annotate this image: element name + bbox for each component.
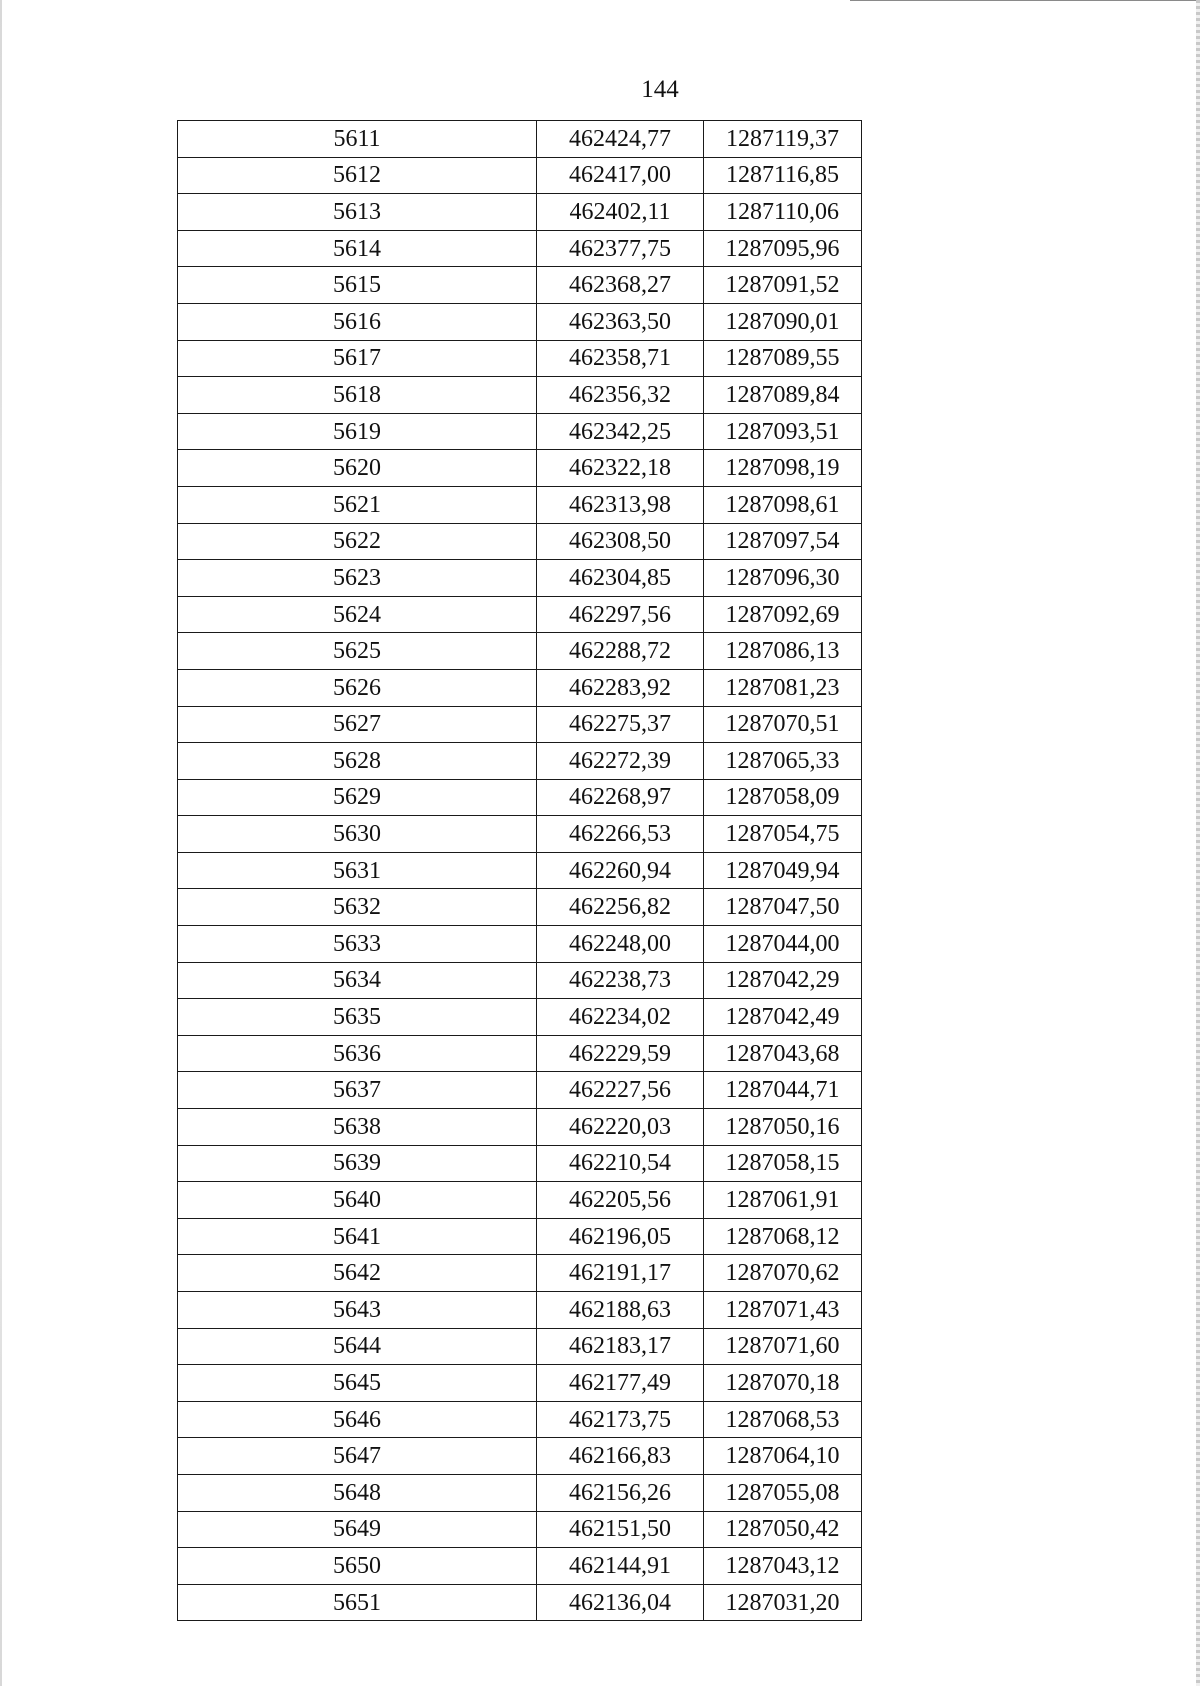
point-number-cell: 5634 xyxy=(178,962,537,999)
point-number-cell: 5649 xyxy=(178,1511,537,1548)
table-row xyxy=(178,1145,862,1182)
point-number-cell: 5642 xyxy=(178,1255,537,1292)
x-coordinate-cell: 462297,56 xyxy=(537,596,704,633)
y-coordinate-cell: 1287097,54 xyxy=(704,523,862,560)
y-coordinate-cell: 1287058,09 xyxy=(704,779,862,816)
y-coordinate-cell: 1287098,61 xyxy=(704,486,862,523)
y-coordinate-cell: 1287089,55 xyxy=(704,340,862,377)
point-number-cell: 5626 xyxy=(178,669,537,706)
coordinates-table xyxy=(177,120,862,1621)
x-coordinate-cell: 462227,56 xyxy=(537,1072,704,1109)
table-row xyxy=(178,377,862,414)
table-row xyxy=(178,1182,862,1219)
table-row xyxy=(178,1474,862,1511)
point-number-cell: 5638 xyxy=(178,1109,537,1146)
table-row xyxy=(178,779,862,816)
point-number-cell: 5622 xyxy=(178,523,537,560)
y-coordinate-cell: 1287070,62 xyxy=(704,1255,862,1292)
point-number-cell: 5613 xyxy=(178,194,537,231)
table-row xyxy=(178,560,862,597)
x-coordinate-cell: 462272,39 xyxy=(537,743,704,780)
table-row xyxy=(178,230,862,267)
table-row xyxy=(178,450,862,487)
x-coordinate-cell: 462266,53 xyxy=(537,816,704,853)
y-coordinate-cell: 1287095,96 xyxy=(704,230,862,267)
y-coordinate-cell: 1287092,69 xyxy=(704,596,862,633)
y-coordinate-cell: 1287089,84 xyxy=(704,377,862,414)
y-coordinate-cell: 1287031,20 xyxy=(704,1584,862,1621)
x-coordinate-cell: 462275,37 xyxy=(537,706,704,743)
table-row xyxy=(178,1035,862,1072)
table-row xyxy=(178,1328,862,1365)
y-coordinate-cell: 1287098,19 xyxy=(704,450,862,487)
y-coordinate-cell: 1287071,60 xyxy=(704,1328,862,1365)
y-coordinate-cell: 1287049,94 xyxy=(704,852,862,889)
point-number-cell: 5629 xyxy=(178,779,537,816)
x-coordinate-cell: 462268,97 xyxy=(537,779,704,816)
point-number-cell: 5614 xyxy=(178,230,537,267)
point-number-cell: 5636 xyxy=(178,1035,537,1072)
y-coordinate-cell: 1287042,29 xyxy=(704,962,862,999)
x-coordinate-cell: 462402,11 xyxy=(537,194,704,231)
scan-left-edge xyxy=(0,0,2,1686)
point-number-cell: 5617 xyxy=(178,340,537,377)
table-row xyxy=(178,157,862,194)
table-body xyxy=(178,121,862,1621)
y-coordinate-cell: 1287058,15 xyxy=(704,1145,862,1182)
point-number-cell: 5648 xyxy=(178,1474,537,1511)
point-number-cell: 5621 xyxy=(178,486,537,523)
point-number-cell: 5646 xyxy=(178,1401,537,1438)
x-coordinate-cell: 462156,26 xyxy=(537,1474,704,1511)
y-coordinate-cell: 1287119,37 xyxy=(704,121,862,158)
table-row xyxy=(178,486,862,523)
y-coordinate-cell: 1287055,08 xyxy=(704,1474,862,1511)
x-coordinate-cell: 462363,50 xyxy=(537,303,704,340)
point-number-cell: 5650 xyxy=(178,1548,537,1585)
y-coordinate-cell: 1287044,71 xyxy=(704,1072,862,1109)
x-coordinate-cell: 462234,02 xyxy=(537,999,704,1036)
table-row xyxy=(178,999,862,1036)
point-number-cell: 5644 xyxy=(178,1328,537,1365)
x-coordinate-cell: 462144,91 xyxy=(537,1548,704,1585)
x-coordinate-cell: 462196,05 xyxy=(537,1218,704,1255)
table-row xyxy=(178,1218,862,1255)
point-number-cell: 5643 xyxy=(178,1292,537,1329)
y-coordinate-cell: 1287061,91 xyxy=(704,1182,862,1219)
point-number-cell: 5635 xyxy=(178,999,537,1036)
table-row xyxy=(178,303,862,340)
x-coordinate-cell: 462173,75 xyxy=(537,1401,704,1438)
table-row xyxy=(178,926,862,963)
x-coordinate-cell: 462220,03 xyxy=(537,1109,704,1146)
y-coordinate-cell: 1287064,10 xyxy=(704,1438,862,1475)
y-coordinate-cell: 1287044,00 xyxy=(704,926,862,963)
x-coordinate-cell: 462283,92 xyxy=(537,669,704,706)
table-row xyxy=(178,633,862,670)
table-row xyxy=(178,596,862,633)
point-number-cell: 5619 xyxy=(178,413,537,450)
point-number-cell: 5611 xyxy=(178,121,537,158)
point-number-cell: 5615 xyxy=(178,267,537,304)
x-coordinate-cell: 462417,00 xyxy=(537,157,704,194)
point-number-cell: 5639 xyxy=(178,1145,537,1182)
x-coordinate-cell: 462358,71 xyxy=(537,340,704,377)
x-coordinate-cell: 462238,73 xyxy=(537,962,704,999)
x-coordinate-cell: 462304,85 xyxy=(537,560,704,597)
x-coordinate-cell: 462136,04 xyxy=(537,1584,704,1621)
table-row xyxy=(178,1584,862,1621)
point-number-cell: 5645 xyxy=(178,1365,537,1402)
table-row xyxy=(178,1438,862,1475)
point-number-cell: 5632 xyxy=(178,889,537,926)
x-coordinate-cell: 462260,94 xyxy=(537,852,704,889)
table-row xyxy=(178,1548,862,1585)
point-number-cell: 5623 xyxy=(178,560,537,597)
y-coordinate-cell: 1287068,53 xyxy=(704,1401,862,1438)
y-coordinate-cell: 1287054,75 xyxy=(704,816,862,853)
point-number-cell: 5640 xyxy=(178,1182,537,1219)
y-coordinate-cell: 1287050,16 xyxy=(704,1109,862,1146)
y-coordinate-cell: 1287042,49 xyxy=(704,999,862,1036)
x-coordinate-cell: 462342,25 xyxy=(537,413,704,450)
y-coordinate-cell: 1287081,23 xyxy=(704,669,862,706)
x-coordinate-cell: 462308,50 xyxy=(537,523,704,560)
y-coordinate-cell: 1287091,52 xyxy=(704,267,862,304)
x-coordinate-cell: 462188,63 xyxy=(537,1292,704,1329)
y-coordinate-cell: 1287043,68 xyxy=(704,1035,862,1072)
table-row xyxy=(178,523,862,560)
y-coordinate-cell: 1287090,01 xyxy=(704,303,862,340)
table-row xyxy=(178,1109,862,1146)
y-coordinate-cell: 1287086,13 xyxy=(704,633,862,670)
table-row xyxy=(178,962,862,999)
table-row xyxy=(178,413,862,450)
table-row xyxy=(178,340,862,377)
point-number-cell: 5620 xyxy=(178,450,537,487)
x-coordinate-cell: 462322,18 xyxy=(537,450,704,487)
table-row xyxy=(178,706,862,743)
table-row xyxy=(178,1511,862,1548)
table-row xyxy=(178,1072,862,1109)
page-number: 144 xyxy=(641,76,679,103)
x-coordinate-cell: 462177,49 xyxy=(537,1365,704,1402)
point-number-cell: 5612 xyxy=(178,157,537,194)
x-coordinate-cell: 462210,54 xyxy=(537,1145,704,1182)
y-coordinate-cell: 1287065,33 xyxy=(704,743,862,780)
point-number-cell: 5625 xyxy=(178,633,537,670)
table-row xyxy=(178,194,862,231)
point-number-cell: 5637 xyxy=(178,1072,537,1109)
y-coordinate-cell: 1287071,43 xyxy=(704,1292,862,1329)
x-coordinate-cell: 462248,00 xyxy=(537,926,704,963)
point-number-cell: 5616 xyxy=(178,303,537,340)
x-coordinate-cell: 462377,75 xyxy=(537,230,704,267)
y-coordinate-cell: 1287093,51 xyxy=(704,413,862,450)
scan-top-edge xyxy=(850,0,1200,1)
table-row xyxy=(178,1401,862,1438)
table-row xyxy=(178,816,862,853)
x-coordinate-cell: 462288,72 xyxy=(537,633,704,670)
table-row xyxy=(178,267,862,304)
y-coordinate-cell: 1287070,18 xyxy=(704,1365,862,1402)
y-coordinate-cell: 1287116,85 xyxy=(704,157,862,194)
table-row xyxy=(178,669,862,706)
y-coordinate-cell: 1287050,42 xyxy=(704,1511,862,1548)
x-coordinate-cell: 462368,27 xyxy=(537,267,704,304)
table-row xyxy=(178,1292,862,1329)
x-coordinate-cell: 462313,98 xyxy=(537,486,704,523)
scan-right-edge xyxy=(1196,0,1200,1686)
x-coordinate-cell: 462151,50 xyxy=(537,1511,704,1548)
x-coordinate-cell: 462183,17 xyxy=(537,1328,704,1365)
x-coordinate-cell: 462356,32 xyxy=(537,377,704,414)
y-coordinate-cell: 1287096,30 xyxy=(704,560,862,597)
point-number-cell: 5618 xyxy=(178,377,537,414)
table-row xyxy=(178,743,862,780)
point-number-cell: 5647 xyxy=(178,1438,537,1475)
y-coordinate-cell: 1287043,12 xyxy=(704,1548,862,1585)
table-row xyxy=(178,121,862,158)
y-coordinate-cell: 1287068,12 xyxy=(704,1218,862,1255)
x-coordinate-cell: 462166,83 xyxy=(537,1438,704,1475)
x-coordinate-cell: 462205,56 xyxy=(537,1182,704,1219)
x-coordinate-cell: 462424,77 xyxy=(537,121,704,158)
point-number-cell: 5627 xyxy=(178,706,537,743)
table-row xyxy=(178,1365,862,1402)
y-coordinate-cell: 1287110,06 xyxy=(704,194,862,231)
point-number-cell: 5630 xyxy=(178,816,537,853)
point-number-cell: 5651 xyxy=(178,1584,537,1621)
point-number-cell: 5631 xyxy=(178,852,537,889)
point-number-cell: 5641 xyxy=(178,1218,537,1255)
x-coordinate-cell: 462256,82 xyxy=(537,889,704,926)
table-row xyxy=(178,1255,862,1292)
y-coordinate-cell: 1287047,50 xyxy=(704,889,862,926)
table-row xyxy=(178,852,862,889)
x-coordinate-cell: 462229,59 xyxy=(537,1035,704,1072)
point-number-cell: 5628 xyxy=(178,743,537,780)
x-coordinate-cell: 462191,17 xyxy=(537,1255,704,1292)
point-number-cell: 5633 xyxy=(178,926,537,963)
point-number-cell: 5624 xyxy=(178,596,537,633)
table-row xyxy=(178,889,862,926)
y-coordinate-cell: 1287070,51 xyxy=(704,706,862,743)
